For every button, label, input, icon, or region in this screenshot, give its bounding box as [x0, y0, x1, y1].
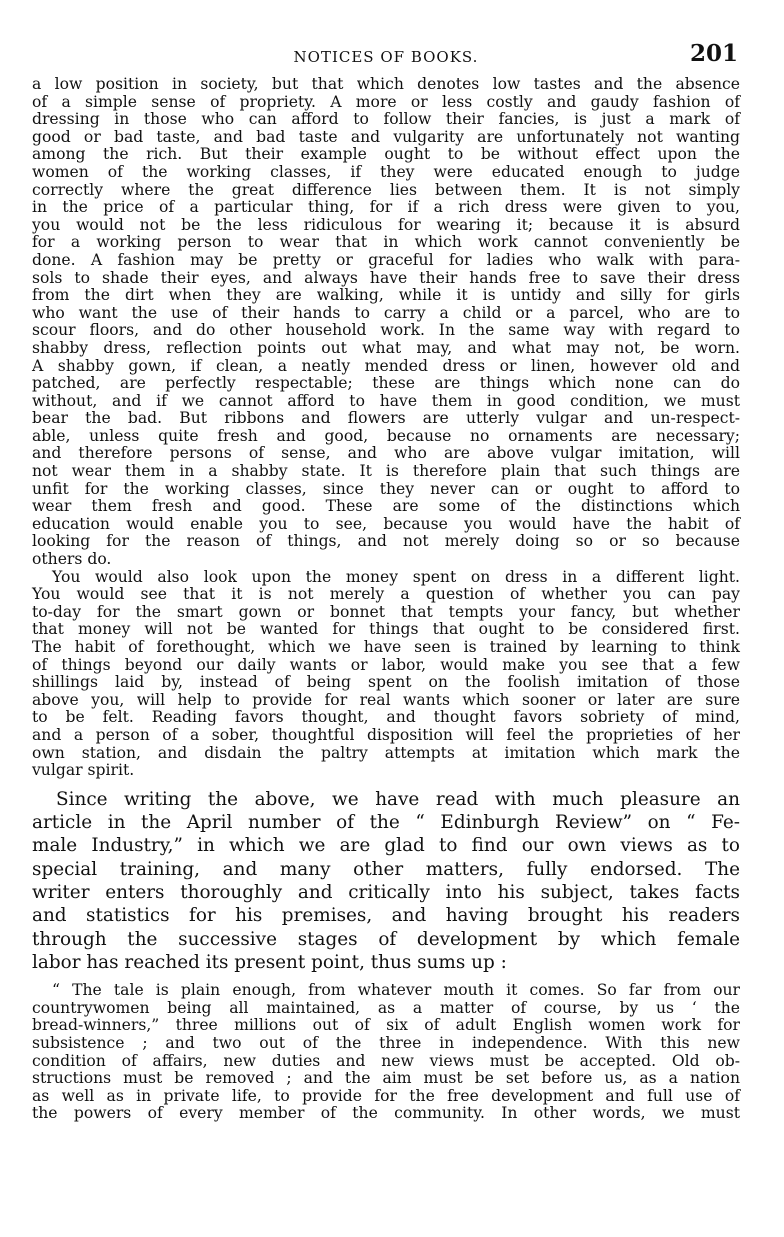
text-line: for a working person to wear that in which work cannot conveniently be [32, 233, 740, 252]
text-line: looking for the reason of things, and not merely doing so or so because [32, 532, 740, 551]
text-line: You would also look upon the money spent on dress in a different light. [52, 567, 740, 586]
text-line: a low position in society, but that which denotes low tastes and the absence [32, 75, 740, 93]
text-line: to be felt. Reading favors thought, and thought favors sobriety of mind, [32, 708, 740, 727]
text-line: women of the working classes, if they were educated enough to judge [32, 162, 740, 181]
text-line: dressing in those who can afford to follow their fancies, is just a mark of [32, 110, 740, 129]
text-line: able, unless quite fresh and good, because no ornaments are necessary; [32, 426, 740, 445]
text-line: “ The tale is plain enough, from whatever mouth it comes. So far from our [52, 981, 740, 1000]
text-line: not wear them in a shabby state. It is therefore plain that such things are [32, 462, 740, 481]
text-line: countrywomen being all maintained, as a matter of course, by us ‘ the [32, 998, 740, 1017]
text-line: A shabby gown, if clean, a neatly mended dress or linen, however old and [32, 356, 740, 375]
text-line: above you, will help to provide for real wants which sooner or later are sure [32, 690, 740, 709]
text-line: You would see that it is not merely a question of whether you can pay [32, 585, 740, 604]
text-line: sols to shade their eyes, and always have their hands free to save their dress [32, 268, 740, 287]
text-line: Since writing the above, we have read with much pleasure an [56, 788, 740, 810]
text-line: and therefore persons of sense, and who are above vulgar imitation, will [32, 444, 740, 463]
text-line: you would not be the less ridiculous for wearing it; because it is absurd [32, 215, 740, 234]
text-line: of a simple sense of propriety. A more or less costly and gaudy fashion of [32, 92, 740, 111]
text-line: own station, and disdain the paltry attempts at imitation which mark the [32, 743, 740, 762]
page-number: 201 [689, 40, 738, 67]
paragraph-2 [32, 569, 740, 780]
text-line: wear them fresh and good. These are some of the distinctions which [32, 497, 740, 516]
text-line: others do. [32, 550, 112, 569]
paragraph-1 [32, 76, 740, 569]
text-line: who want the use of their hands to carry a child or a parcel, who are to [32, 303, 740, 322]
text-line: structions must be removed ; and the aim must be set before us, as a nation [32, 1069, 740, 1088]
text-line: subsistence ; and two out of the three in independence. With this new [32, 1033, 740, 1052]
text-line: vulgar spirit. [32, 761, 135, 780]
text-line: done. A fashion may be pretty or graceful for ladies who walk with para- [32, 250, 740, 269]
paragraph-3 [32, 788, 740, 974]
text-line: writer enters thoroughly and critically into his subject, takes facts [32, 881, 740, 903]
text-line: and a person of a sober, thoughtful disposition will feel the proprieties of her [32, 725, 740, 744]
text-line: to-day for the smart gown or bonnet that tempts your fancy, but whether [32, 602, 740, 621]
text-line: male Industry,” in which we are glad to find our own views as to [32, 835, 740, 857]
text-line: good or bad taste, and bad taste and vulgarity are unfortunately not wanting [32, 127, 740, 146]
running-title: NOTICES OF BOOKS. [293, 48, 479, 66]
text-line: patched, are perfectly respectable; these are things which none can do [32, 374, 740, 393]
text-line: correctly where the great difference lies between them. It is not simply [32, 180, 740, 199]
text-line: among the rich. But their example ought to be without effect upon the [32, 145, 740, 164]
text-line: and statistics for his premises, and having brought his readers [32, 905, 740, 927]
text-line: unfit for the working classes, since they never can or ought to afford to [32, 479, 740, 498]
text-line: without, and if we cannot afford to have them in good condition, we must [32, 391, 740, 410]
text-line: in the price of a particular thing, for if a rich dress were given to you, [32, 198, 740, 217]
text-line: through the successive stages of development by which female [32, 928, 740, 950]
text-line: from the dirt when they are walking, while it is untidy and silly for girls [32, 286, 740, 305]
text-line: bear the bad. But ribbons and flowers are utterly vulgar and un-respect- [32, 409, 740, 428]
text-line: shabby dress, reflection points out what may, and what may not, be worn. [32, 338, 740, 357]
text-line: that money will not be wanted for things that ought to be considered first. [32, 620, 740, 639]
text-line: education would enable you to see, because you would have the habit of [32, 514, 740, 533]
text-line: of things beyond our daily wants or labor, would make you see that a few [32, 655, 740, 674]
text-line: bread-winners,” three millions out of six of adult English women work for [32, 1016, 740, 1035]
text-line: labor has reached its present point, thus sums up : [32, 951, 507, 973]
text-line: the powers of every member of the community. In other words, we must [32, 1104, 740, 1123]
text-line: shillings laid by, instead of being spent on the foolish imitation of those [32, 673, 740, 692]
text-line: as well as in private life, to provide for the free development and full use of [32, 1086, 740, 1105]
page-header [32, 36, 740, 76]
text-line: scour floors, and do other household work. In the same way with regard to [32, 321, 740, 340]
quotation [32, 982, 740, 1123]
text-line: special training, and many other matters, fully endorsed. The [32, 858, 740, 880]
book-page [32, 36, 740, 1123]
text-line: article in the April number of the “ Edinburgh Review” on “ Fe- [32, 812, 740, 834]
text-line: condition of affairs, new duties and new views must be accepted. Old ob- [32, 1051, 740, 1070]
text-line: The habit of forethought, which we have seen is trained by learning to think [32, 638, 740, 656]
